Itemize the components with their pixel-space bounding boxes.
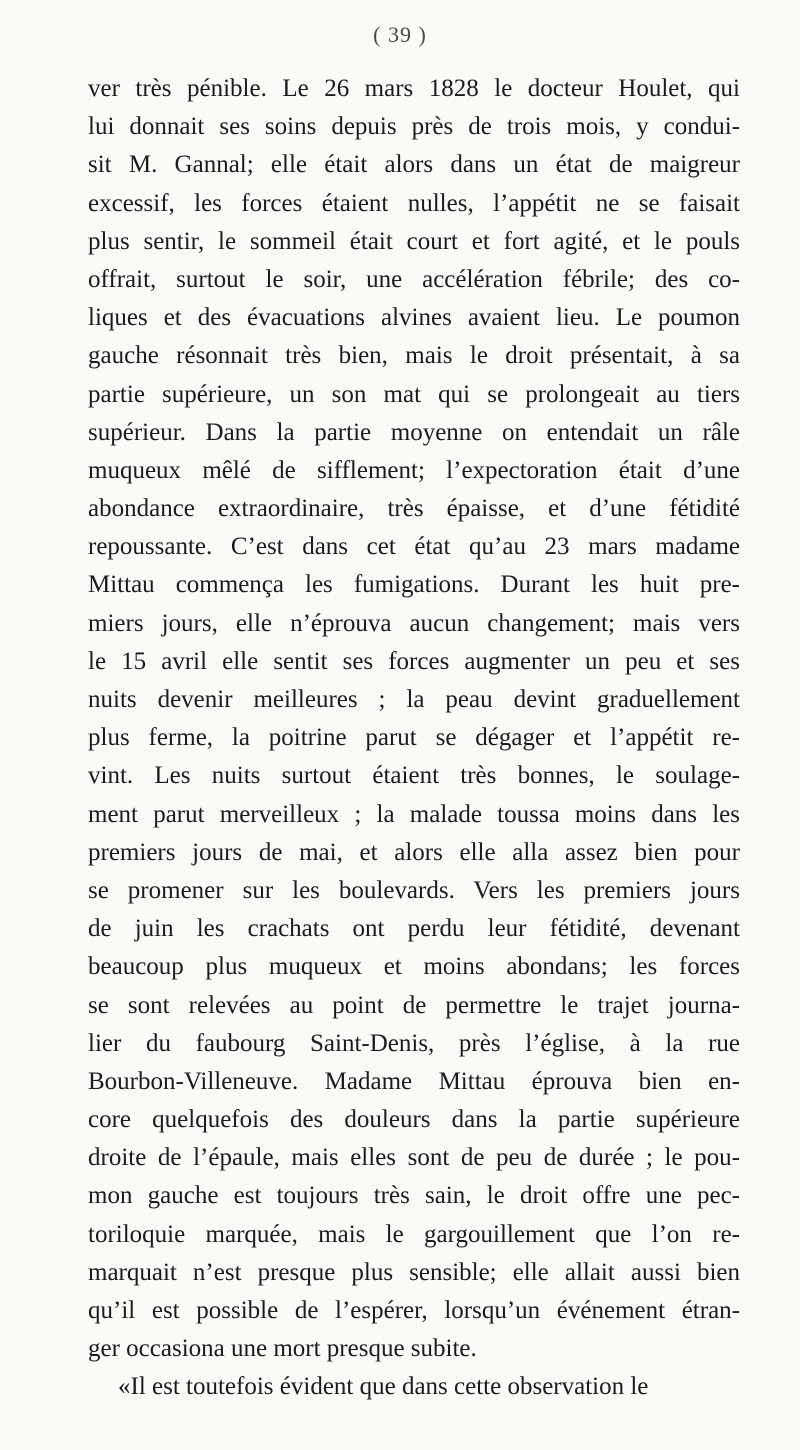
text-line-14: Mittau commença les fumigations. Durant les huit pre- <box>88 571 740 599</box>
text-line-2: lui donnait ses soins depuis près de trois mois, y condui- <box>88 113 740 141</box>
text-line-17: nuits devenir meilleures ; la peau devint graduellement <box>88 686 740 713</box>
text-line-18: plus ferme, la poitrine parut se dégager et l’appétit re- <box>88 724 740 752</box>
text-line-25: se sont relevées au point de permettre le trajet journa- <box>88 991 740 1019</box>
text-line-13: repoussante. C’est dans cet état qu’au 23 mars madame <box>88 533 740 561</box>
text-line-24: beaucoup plus muqueux et moins abondans; les forces <box>88 953 740 981</box>
text-line-26: lier du faubourg Saint-Denis, près l’église, à la rue <box>88 1029 740 1057</box>
text-line-6: offrait, surtout le soir, une accélération fébrile; des co- <box>88 265 740 293</box>
text-line-7: liques et des évacuations alvines avaient lieu. Le poumon <box>88 304 740 332</box>
text-line-4: excessif, les forces étaient nulles, l’appétit ne se faisait <box>88 189 740 217</box>
text-line-23: de juin les crachats ont perdu leur fétidité, devenant <box>88 915 740 943</box>
text-line-20: ment parut merveilleux ; la malade toussa moins dans les <box>88 800 740 828</box>
text-line-19: vint. Les nuits surtout étaient très bonnes, le soulage- <box>88 762 740 790</box>
text-line-11: muqueux mêlé de sifflement; l’expectoration était d’une <box>88 456 740 484</box>
body-text <box>88 70 740 1407</box>
text-line-31: toriloquie marquée, mais le gargouillement que l’on re- <box>88 1220 740 1248</box>
text-line-22: se promener sur les boulevards. Vers les premiers jours <box>88 876 740 904</box>
text-line-16: le 15 avril elle sentit ses forces augmenter un peu et ses <box>88 647 740 675</box>
text-line-30: mon gauche est toujours très sain, le droit offre une pec- <box>88 1182 740 1210</box>
text-line-29: droite de l’épaule, mais elles sont de peu de durée ; le pou- <box>88 1144 740 1172</box>
text-line-35: «Il est toutefois évident que dans cette observation le <box>118 1373 649 1401</box>
text-line-15: miers jours, elle n’éprouva aucun changement; mais vers <box>88 609 740 637</box>
page-number: ( 39 ) <box>373 22 427 47</box>
text-line-9: partie supérieure, un son mat qui se prolongeait au tiers <box>88 380 740 408</box>
text-line-10: supérieur. Dans la partie moyenne on entendait un râle <box>88 418 740 446</box>
text-line-5: plus sentir, le sommeil était court et fort agité, et le pouls <box>88 227 740 255</box>
text-line-28: core quelquefois des douleurs dans la partie supérieure <box>88 1106 740 1134</box>
text-line-12: abondance extraordinaire, très épaisse, et d’une fétidité <box>88 495 740 523</box>
text-line-8: gauche résonnait très bien, mais le droit présentait, à sa <box>88 342 740 370</box>
text-line-21: premiers jours de mai, et alors elle alla assez bien pour <box>88 838 740 866</box>
text-line-1: ver très pénible. Le 26 mars 1828 le docteur Houlet, qui <box>88 75 740 102</box>
text-line-27: Bourbon-Villeneuve. Madame Mittau éprouva bien en- <box>88 1067 740 1095</box>
text-line-33: qu’il est possible de l’espérer, lorsqu’un événement étran- <box>88 1297 740 1324</box>
text-line-34: ger occasiona une mort presque subite. <box>88 1335 477 1363</box>
text-line-32: marquait n’est presque plus sensible; elle allait aussi bien <box>88 1258 740 1286</box>
text-line-3: sit M. Gannal; elle était alors dans un état de maigreur <box>88 151 740 179</box>
